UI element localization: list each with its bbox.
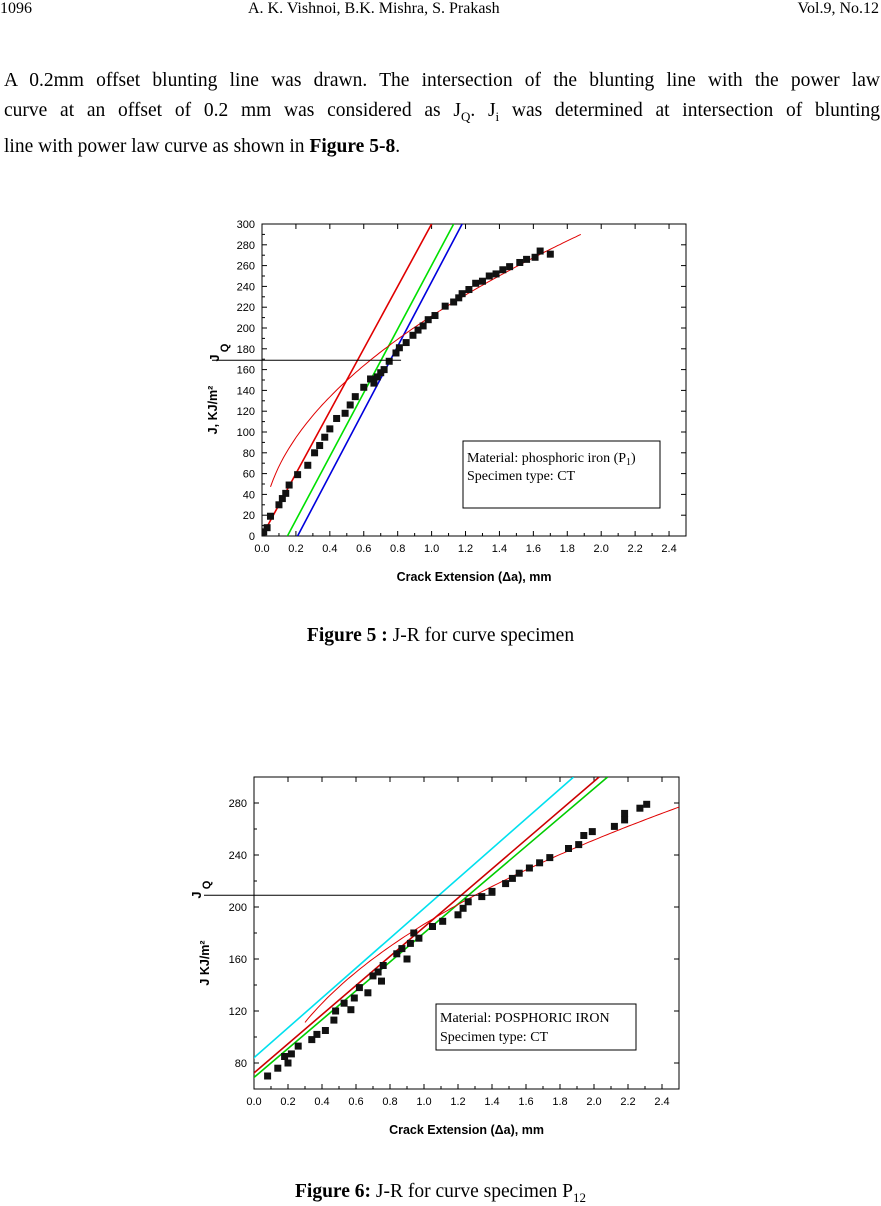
data-point [546,854,553,861]
data-point [311,449,318,456]
jq-label: J [208,354,222,362]
data-point [465,286,472,293]
data-point [398,945,405,952]
data-point [580,832,587,839]
data-point [264,1073,271,1080]
data-point [264,524,271,531]
data-point [326,425,333,432]
figure-5-caption-label: Figure 5 : [306,625,388,646]
y-tick-label: 200 [228,902,247,914]
x-tick-label: 0.0 [246,1096,262,1108]
figure-6-caption-text: J-R for curve specimen P [371,1181,573,1202]
x-tick-label: 1.6 [518,1096,534,1108]
data-point [322,1027,329,1034]
x-tick-label: 2.2 [627,543,643,555]
data-point [404,956,411,963]
data-point [380,962,387,969]
figure-5-caption [0,625,881,647]
data-point [442,303,449,310]
figure-reference: Figure 5-8 [309,135,396,157]
page-number: 1096 [0,0,32,17]
data-point [499,266,506,273]
y-tick-label: 280 [228,798,247,810]
data-point [342,410,349,417]
data-point [459,290,466,297]
data-point [479,278,486,285]
paragraph-line-3-a: line with power law curve as shown in [4,135,310,157]
data-point [321,434,328,441]
y-tick-label: 220 [236,302,255,315]
data-point [537,248,544,255]
x-tick-label: 0.4 [322,543,338,555]
y-tick-label: 160 [228,954,247,966]
data-point [589,828,596,835]
y-axis-title: J KJ/m² [198,940,212,986]
data-point [295,1043,302,1050]
y-tick-label: 200 [236,323,255,335]
y-tick-label: 160 [236,364,255,377]
legend-line-2: Specimen type: CT [467,469,576,484]
data-point [429,923,436,930]
data-point [347,401,354,408]
data-point [294,471,301,478]
data-point [478,893,485,900]
data-point [636,805,643,812]
x-tick-label: 2.4 [661,543,677,555]
legend-line-1: Material: phosphoric iron $(P_1)$ [467,451,636,468]
y-tick-label: 180 [236,343,255,356]
data-point [352,393,359,400]
data-point [431,312,438,319]
jq-subscript: Q [201,880,213,890]
data-point [285,1060,292,1067]
data-point [509,875,516,882]
data-point [378,978,385,985]
data-point [332,1008,339,1015]
subscript-q: Q [460,108,471,124]
data-point [304,462,311,469]
y-tick-label: 120 [236,406,255,419]
paragraph-line-2-b: . J [470,100,496,121]
jq-subscript: Q [219,343,231,353]
data-point [420,322,427,329]
data-point [364,989,371,996]
data-point [341,1000,348,1007]
data-point [330,1017,337,1024]
x-tick-label: 0.8 [382,1096,398,1108]
data-point [286,482,293,489]
x-tick-label: 1.4 [484,1096,500,1108]
data-point [275,501,282,508]
x-tick-label: 1.4 [491,543,508,555]
x-axis-title: Crack Extension (Δa), mm [396,570,552,584]
data-point [523,256,530,263]
data-point [316,442,323,449]
subscript-i: i [495,108,500,124]
data-point [643,801,650,808]
figure-5-caption-text: J-R for curve specimen [387,625,575,646]
y-tick-label: 120 [228,1006,247,1018]
x-tick-label: 2.0 [593,543,609,555]
x-tick-label: 2.4 [654,1096,670,1108]
y-tick-label: 280 [236,239,255,252]
data-point [536,859,543,866]
jq-label: J [190,891,204,899]
x-tick-label: 0.0 [254,543,270,555]
data-point [381,366,388,373]
x-tick-label: 1.2 [450,1096,466,1108]
x-tick-label: 1.6 [525,543,542,555]
y-tick-label: 260 [236,260,255,273]
y-tick-label: 60 [242,468,255,481]
y-tick-label: 80 [234,1058,247,1070]
x-tick-label: 0.6 [356,543,372,555]
data-point [281,1053,288,1060]
x-tick-label: 1.8 [552,1096,568,1108]
x-tick-label: 1.8 [559,543,575,555]
data-point [472,280,479,287]
data-point [486,273,493,280]
figure-6-caption-label: Figure 6: [294,1181,371,1202]
data-point [425,316,432,323]
x-tick-label: 2.0 [586,1096,602,1108]
legend-line-1: Material: POSPHORIC IRON [440,1011,610,1026]
y-tick-label: 240 [228,850,247,862]
data-point [502,880,509,887]
y-tick-label: 240 [236,281,255,294]
data-point [565,845,572,852]
data-point [403,339,410,346]
data-point [493,270,500,277]
volume-info: Vol.9, No.12 [797,0,879,17]
x-tick-label: 0.8 [390,543,406,555]
paragraph-line-3-b: . [395,135,401,157]
data-point [526,865,533,872]
y-tick-label: 100 [236,427,255,439]
data-point [370,380,377,387]
legend-box [463,441,660,508]
data-point [516,870,523,877]
data-point [621,810,628,817]
data-point [407,940,414,947]
y-tick-label: 140 [236,385,255,398]
x-tick-label: 0.6 [348,1096,364,1108]
x-tick-label: 0.2 [288,543,304,555]
legend-box [436,1004,636,1050]
figure-6-caption-subscript: 12 [573,1189,586,1205]
data-point [396,344,403,351]
data-point [282,490,289,497]
x-tick-label: 1.0 [423,543,440,555]
paragraph-line-2-a: curve at an offset of 0.2 mm was considered as J [4,100,461,121]
legend-line-2: Specimen type: CT [440,1030,549,1045]
paragraph-line-1: A 0.2mm offset blunting line was drawn. The intersection of the blunting line with the power law [4,70,880,91]
x-axis-title: Crack Extension (Δa), mm [389,1123,544,1137]
data-point [356,984,363,991]
data-point [351,995,358,1002]
x-tick-label: 1.0 [416,1096,432,1108]
data-point [516,259,523,266]
x-tick-label: 2.2 [620,1096,636,1108]
data-point [547,251,554,258]
data-point [621,816,628,823]
data-point [439,918,446,925]
data-point [360,384,367,391]
y-tick-label: 300 [236,219,255,231]
legend-subscript: 1 [626,457,632,468]
x-tick-label: 1.2 [457,543,474,555]
y-tick-label: 80 [242,447,255,460]
data-point [313,1031,320,1038]
running-authors: A. K. Vishnoi, B.K. Mishra, S. Prakash [248,0,500,17]
x-tick-label: 0.2 [280,1096,296,1108]
data-point [267,513,274,520]
y-tick-label: 0 [248,531,255,543]
data-point [489,888,496,895]
data-point [375,969,382,976]
jr-chart-2 [190,777,679,1137]
data-point [575,841,582,848]
data-point [455,911,462,918]
data-point [532,254,539,261]
y-tick-label: 20 [242,510,255,523]
data-point [415,935,422,942]
legend-line-1-end: ) [631,451,636,466]
data-point [611,823,618,830]
jr-chart-1 [206,219,686,584]
data-point [465,898,472,905]
data-point [274,1065,281,1072]
data-point [347,1006,354,1013]
data-point [386,358,393,365]
data-point [506,263,513,270]
x-tick-label: 0.4 [314,1096,330,1108]
y-axis-title: J, KJ/m² [206,385,220,435]
data-point [333,415,340,422]
y-tick-label: 40 [242,489,255,502]
data-point [288,1050,295,1057]
paragraph-line-2-c: was determined at intersection of blunting [499,100,881,121]
data-point [460,905,467,912]
figure-6-caption [0,1181,881,1206]
